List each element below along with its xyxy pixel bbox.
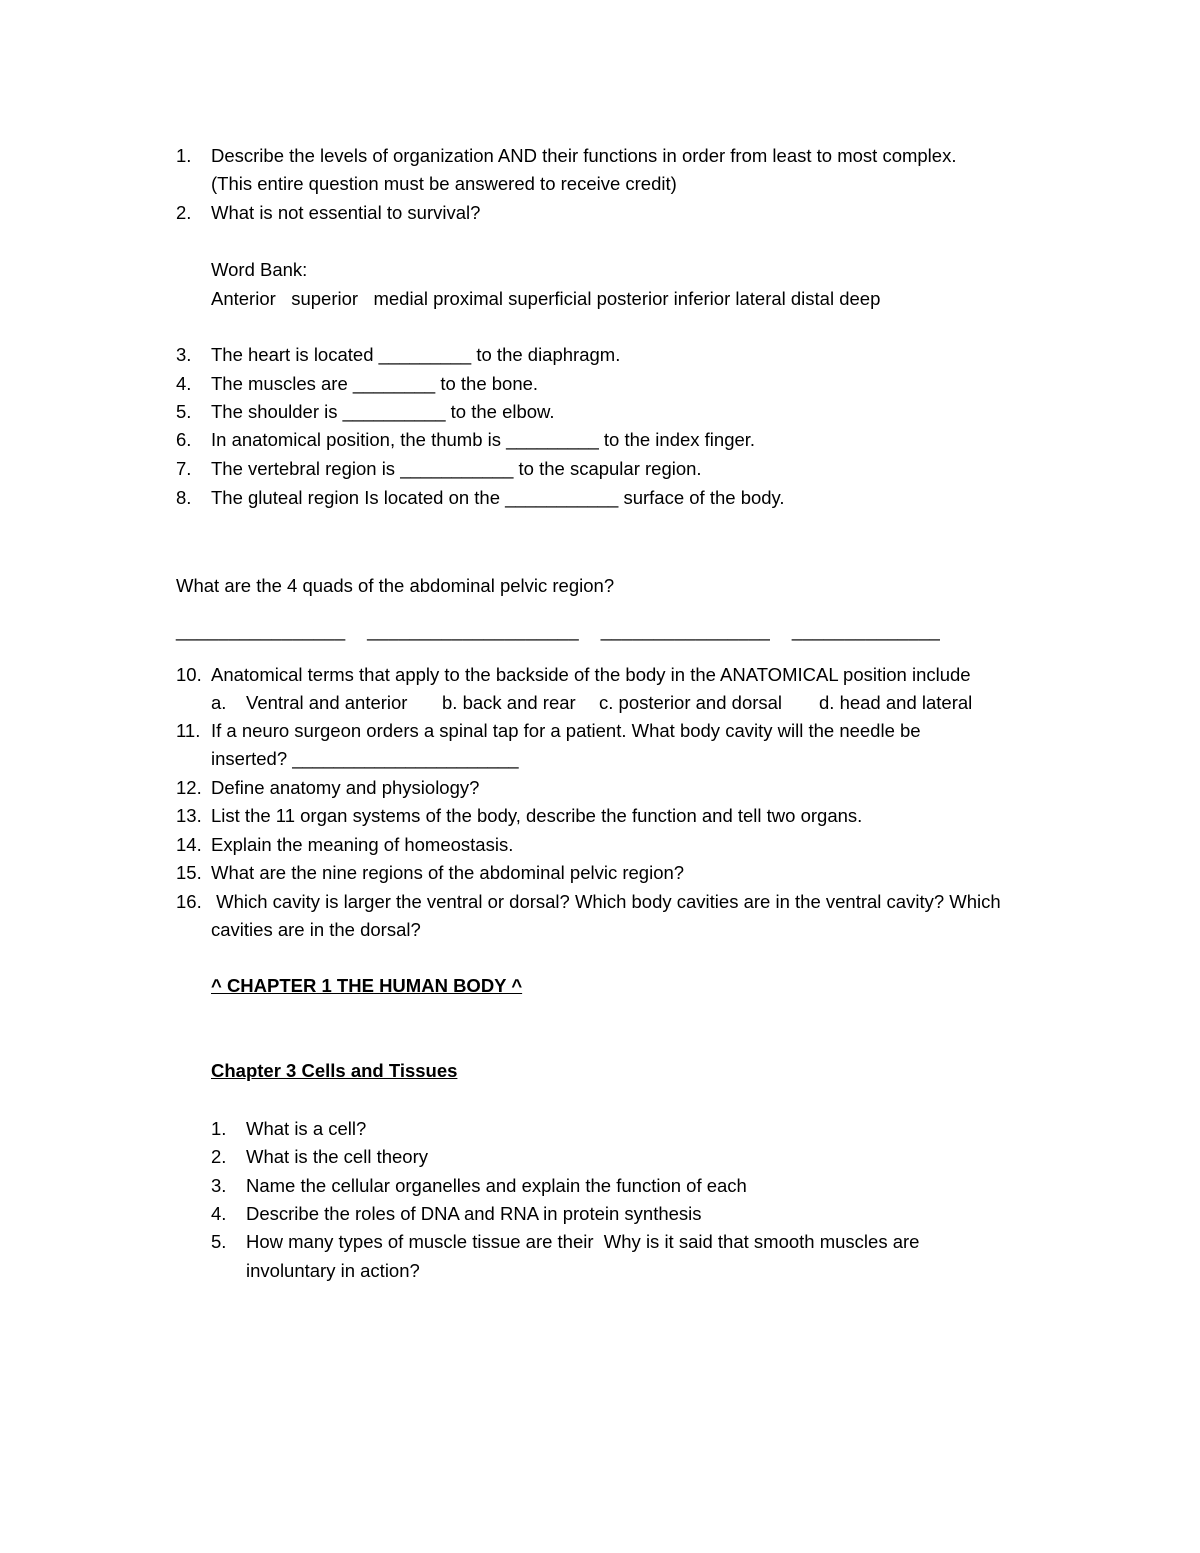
question-text: Define anatomy and physiology? [211,777,480,798]
question-text: List the 11 organ systems of the body, describe the function and tell two organs. [211,805,863,826]
question-text: What are the 4 quads of the abdominal pelvic region? [176,575,615,596]
question-text: In anatomical position, the thumb is _________ to the index finger. [211,429,756,450]
list-number: 2. [211,1146,227,1167]
question-text: cavities are in the dorsal? [211,919,421,940]
question-text: inserted? ______________________ [211,748,519,769]
question-text: What is the cell theory [246,1146,428,1167]
list-number: 1. [176,145,192,166]
option-c: c. posterior and dorsal [599,692,783,713]
question-text: What is a cell? [246,1118,367,1139]
list-number: 16. [176,891,202,912]
question-text: The gluteal region Is located on the ___________ surface of the body. [211,487,785,508]
question-text: Name the cellular organelles and explain the function of each [246,1175,747,1196]
list-number: 1. [211,1118,227,1139]
list-number: 5. [211,1231,227,1252]
question-text: If a neuro surgeon orders a spinal tap for a patient. What body cavity will the needle be [211,720,921,741]
list-number: 10. [176,664,202,685]
list-number: 15. [176,862,202,883]
question-text: The muscles are ________ to the bone. [211,373,539,394]
word-bank: Anterior superior medial proximal superficial posterior inferior lateral distal deep [211,288,881,309]
question-text: Describe the roles of DNA and RNA in protein synthesis [246,1203,702,1224]
chapter-3-heading: Chapter 3 Cells and Tissues [211,1060,458,1081]
list-number: 4. [211,1203,227,1224]
option-b: b. back and rear [442,692,576,713]
question-text: Which cavity is larger the ventral or dorsal? Which body cavities are in the ventral cavity? Which [211,891,1001,912]
question-text: The vertebral region is ___________ to the scapular region. [211,458,702,479]
list-number: 4. [176,373,192,394]
list-number: 8. [176,487,192,508]
list-number: 3. [176,344,192,365]
list-number: 3. [211,1175,227,1196]
question-text: involuntary in action? [246,1260,420,1281]
word-bank-label: Word Bank: [211,259,308,280]
list-number: 6. [176,429,192,450]
list-number: 11. [176,720,201,741]
option-letter: a. [211,692,227,713]
list-number: 2. [176,202,192,223]
question-text: Anatomical terms that apply to the backside of the body in the ANATOMICAL position include [211,664,971,685]
chapter-1-heading: ^ CHAPTER 1 THE HUMAN BODY ^ [211,975,523,996]
answer-blanks: ________________ ____________________ ________________ ______________ [176,620,941,641]
option-d: d. head and lateral [819,692,973,713]
option-a: Ventral and anterior [246,692,408,713]
question-text: How many types of muscle tissue are their Why is it said that smooth muscles are [246,1231,920,1252]
question-text: The heart is located _________ to the diaphragm. [211,344,621,365]
list-number: 7. [176,458,192,479]
list-number: 5. [176,401,192,422]
list-number: 13. [176,805,202,826]
list-number: 12. [176,777,202,798]
question-text: What is not essential to survival? [211,202,481,223]
list-number: 14. [176,834,202,855]
question-text: What are the nine regions of the abdominal pelvic region? [211,862,685,883]
question-text: Describe the levels of organization AND their functions in order from least to most complex. [211,145,957,166]
question-text: (This entire question must be answered to receive credit) [211,173,677,194]
question-text: The shoulder is __________ to the elbow. [211,401,555,422]
question-text: Explain the meaning of homeostasis. [211,834,514,855]
